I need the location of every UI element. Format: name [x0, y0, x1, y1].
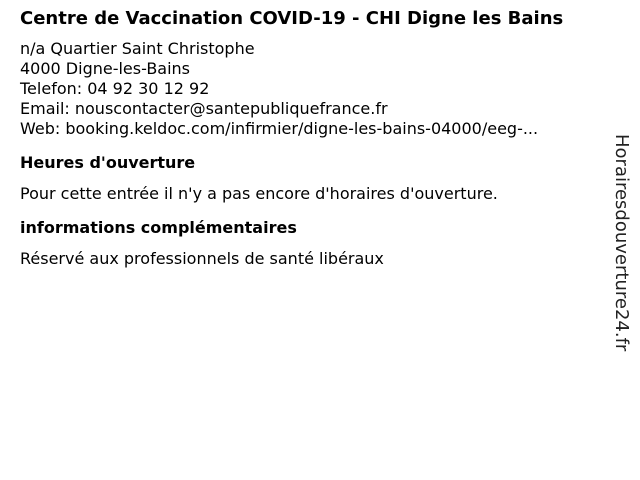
opening-hours-text: Pour cette entrée il n'y a pas encore d'horaires d'ouverture. — [20, 184, 498, 203]
web-line: Web: booking.keldoc.com/infirmier/digne-les-bains-04000/eeg-... — [20, 119, 539, 138]
email-line: Email: nouscontacter@santepubliquefrance.fr — [20, 99, 388, 118]
address-block — [20, 39, 610, 139]
address-street: n/a Quartier Saint Christophe — [20, 39, 255, 58]
address-city: 4000 Digne-les-Bains — [20, 59, 191, 78]
page-title: Centre de Vaccination COVID-19 - CHI Digne les Bains — [20, 8, 564, 29]
site-watermark: Horairesdouverture24.fr — [611, 134, 632, 352]
opening-hours-heading: Heures d'ouverture — [20, 153, 196, 172]
additional-info-heading: informations complémentaires — [20, 218, 297, 237]
additional-info-text: Réservé aux professionnels de santé libéraux — [20, 249, 384, 268]
listing-content — [20, 8, 610, 269]
phone-line: Telefon: 04 92 30 12 92 — [20, 79, 210, 98]
